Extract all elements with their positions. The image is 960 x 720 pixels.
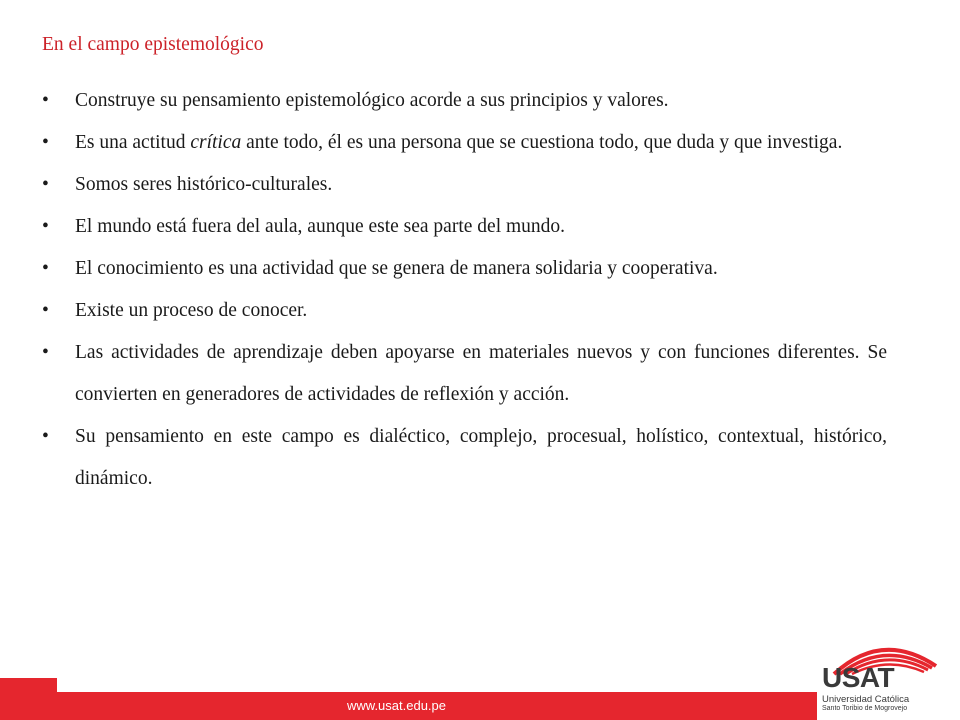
bullet-text bbox=[75, 174, 332, 195]
bullet-text-segment: Su pensamiento en este campo es dialéctico, complejo, procesual, holístico, contextual, histórico, dinámico. bbox=[75, 426, 887, 489]
logo-university-name: Universidad Católica bbox=[822, 694, 910, 705]
bullet-dot: • bbox=[42, 258, 49, 279]
bullet-item bbox=[42, 416, 887, 500]
usat-logo bbox=[822, 636, 942, 714]
bullet-text bbox=[75, 300, 307, 321]
logo-wordmark: USAT bbox=[822, 662, 895, 693]
bullet-text-segment: ante todo, él es una persona que se cuestiona todo, que duda y que investiga. bbox=[241, 132, 843, 153]
bullet-dot: • bbox=[42, 426, 49, 447]
bullet-item bbox=[42, 164, 887, 206]
bullet-text-segment: Existe un proceso de conocer. bbox=[75, 300, 308, 321]
footer-url-area bbox=[57, 692, 817, 720]
bullet-text bbox=[75, 426, 887, 489]
bullet-text-segment: Es una actitud bbox=[75, 132, 191, 153]
bullet-text bbox=[75, 216, 565, 237]
bullet-dot: • bbox=[42, 174, 49, 195]
footer-accent-block bbox=[0, 678, 57, 720]
bullet-text-segment: El conocimiento es una actividad que se genera de manera solidaria y cooperativa. bbox=[75, 258, 718, 279]
bullet-text-segment: Construye su pensamiento epistemológico acorde a sus principios y valores. bbox=[75, 90, 669, 111]
bullet-item bbox=[42, 290, 887, 332]
bullet-text-italic: crítica bbox=[190, 132, 242, 153]
bullet-text-segment: El mundo está fuera del aula, aunque este sea parte del mundo. bbox=[75, 216, 566, 237]
bullet-dot: • bbox=[42, 300, 49, 321]
bullet-item bbox=[42, 332, 887, 416]
bullet-dot: • bbox=[42, 216, 49, 237]
bullet-list bbox=[42, 80, 887, 500]
bullet-text-segment: Las actividades de aprendizaje deben apoyarse en materiales nuevos y con funciones diferentes. Se convierten en generadores de actividades de reflexión y acción. bbox=[75, 342, 887, 405]
bullet-dot: • bbox=[42, 342, 49, 363]
bullet-item bbox=[42, 248, 887, 290]
footer-url-link[interactable]: www.usat.edu.pe bbox=[347, 698, 447, 713]
bullet-dot: • bbox=[42, 132, 49, 153]
logo-university-subname: Santo Toribio de Mogrovejo bbox=[822, 705, 908, 712]
bullet-dot: • bbox=[42, 90, 49, 111]
bullet-item bbox=[42, 206, 887, 248]
bullet-text bbox=[75, 132, 842, 153]
bullet-text bbox=[75, 90, 669, 111]
bullet-text bbox=[75, 342, 887, 405]
slide-heading: En el campo epistemológico bbox=[42, 34, 264, 55]
bullet-text-segment: Somos seres histórico-culturales. bbox=[75, 174, 333, 195]
bullet-item bbox=[42, 80, 887, 122]
bullet-item bbox=[42, 122, 887, 164]
bullet-text bbox=[75, 258, 718, 279]
